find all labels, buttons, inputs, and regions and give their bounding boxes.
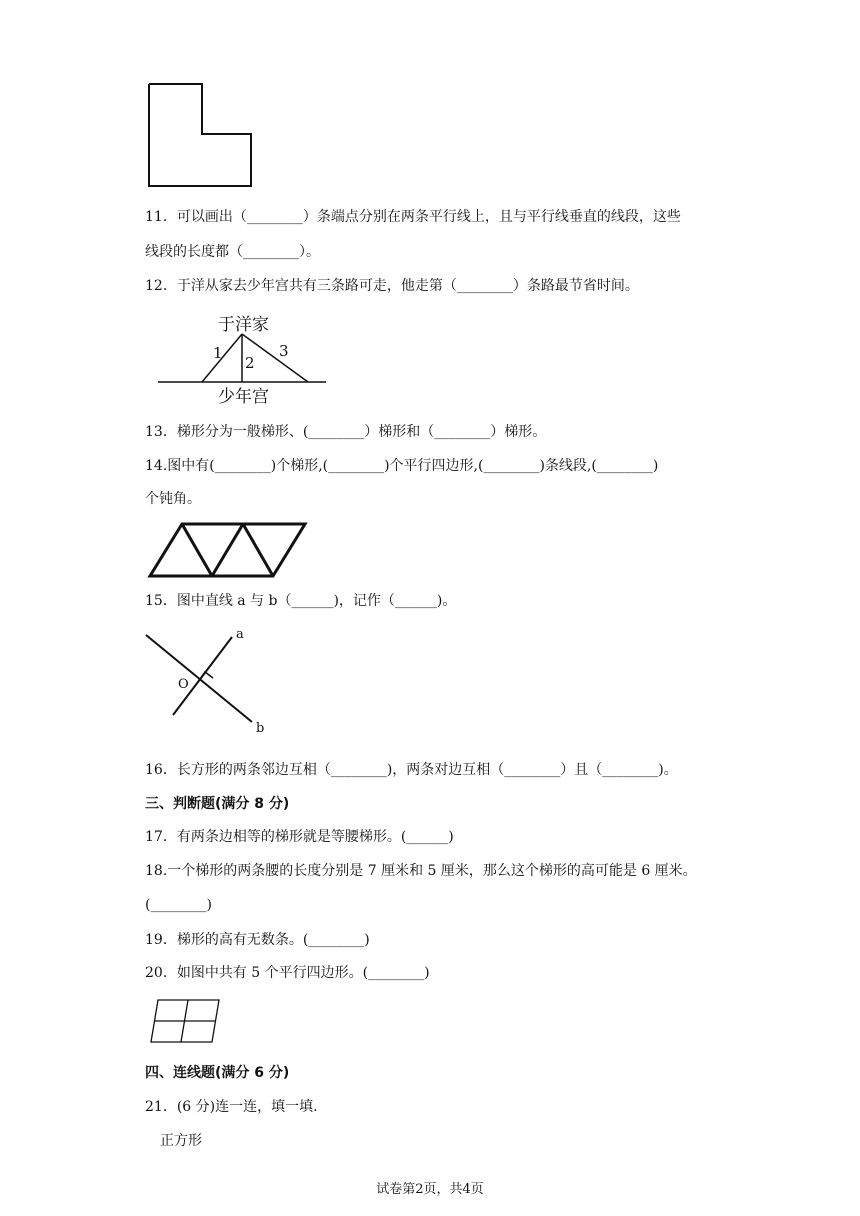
line-b-label: b <box>256 721 265 736</box>
page-footer: 试卷第2页，共4页 <box>376 1182 484 1197</box>
question-21-item-square: 正方形 <box>160 1133 202 1149</box>
question-15: 15．图中直线 a 与 b（______)，记作（______)。 <box>145 593 457 609</box>
question-13: 13．梯形分为一般梯形、(________）梯形和（________）梯形。 <box>145 424 547 440</box>
parallelogram-triangles-figure <box>140 515 315 585</box>
question-19: 19．梯形的高有无数条。(________) <box>145 932 370 948</box>
question-14-line-2: 个钝角。 <box>145 491 201 507</box>
l-shape-figure <box>140 76 260 196</box>
question-21: 21．(6 分)连一连，填一填. <box>145 1099 318 1115</box>
question-12: 12．于洋从家去少年宫共有三条路可走，他走第（________）条路最节省时间。 <box>145 278 639 294</box>
route-home-label: 于洋家 <box>218 315 269 335</box>
parallelogram-grid-figure <box>145 995 225 1047</box>
question-11-line-1: 11．可以画出（________）条端点分别在两条平行线上，且与平行线垂直的线段，这些 <box>145 209 681 225</box>
question-14-line-1: 14.图中有(________)个梯形,(________)个平行四边形,(________)条线段,(________) <box>145 458 659 474</box>
route-2-label: 2 <box>245 354 255 372</box>
point-o-label: O <box>178 677 189 692</box>
section-3-heading: 三、判断题(满分 8 分) <box>145 796 290 812</box>
question-11-line-2: 线段的长度都（________）。 <box>145 244 320 260</box>
question-20: 20．如图中共有 5 个平行四边形。(________) <box>145 965 430 981</box>
perpendicular-lines-figure <box>140 626 280 741</box>
route-3-label: 3 <box>279 342 289 360</box>
route-palace-label: 少年宫 <box>218 387 269 407</box>
line-a-label: a <box>236 627 244 642</box>
route-1-label: 1 <box>213 344 223 362</box>
question-18-line-2: (________) <box>145 897 212 913</box>
question-17: 17．有两条边相等的梯形就是等腰梯形。(______) <box>145 829 454 845</box>
section-4-heading: 四、连线题(满分 6 分) <box>145 1065 290 1081</box>
routes-figure <box>150 310 340 410</box>
question-18-line-1: 18.一个梯形的两条腰的长度分别是 7 厘米和 5 厘米，那么这个梯形的高可能是 6 厘米。 <box>145 863 697 879</box>
question-16: 16．长方形的两条邻边互相（________)，两条对边互相（________）且（________)。 <box>145 762 678 778</box>
